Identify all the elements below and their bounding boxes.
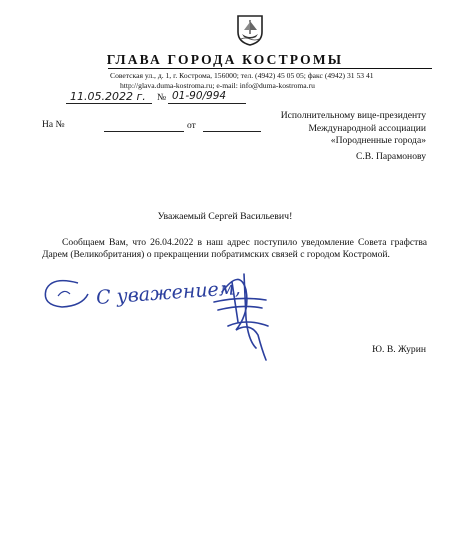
letter-body: Сообщаем Вам, что 26.04.2022 в наш адрес поступило уведомление Совета графства Дарем (Великобритания) о прекращении побратимских связей с городом Костромой.: [42, 237, 427, 260]
recipient-line: «Породненные города»: [330, 135, 426, 147]
address-line: Советская ул., д. 1, г. Кострома, 156000; тел. (4942) 45 05 05; факс (4942) 31 53 41: [110, 71, 374, 80]
handwritten-date: 11.05.2022 г.: [70, 90, 146, 103]
signature-icon: [214, 274, 268, 360]
recipient-line: Международной ассоциации: [308, 122, 426, 134]
recipient-line: Исполнительному вице-президенту: [280, 110, 426, 121]
reply-to-label: На №: [42, 120, 65, 130]
greeting: Уважаемый Сергей Васильевич!: [157, 211, 293, 222]
signer-name: Ю. В. Журин: [372, 344, 426, 355]
handwritten-number: 01-90/994: [172, 90, 227, 102]
from-label: от: [187, 121, 196, 131]
number-label: №: [157, 93, 167, 103]
organization-name: ГЛАВА ГОРОДА КОСТРОМЫ: [106, 52, 344, 67]
recipient-line: С.В. Парамонову: [355, 150, 426, 162]
handwritten-closing: С уважением,: [95, 276, 242, 310]
web-line: http://glava.duma-kostroma.ru; e-mail: info@duma-kostroma.ru: [120, 81, 315, 90]
